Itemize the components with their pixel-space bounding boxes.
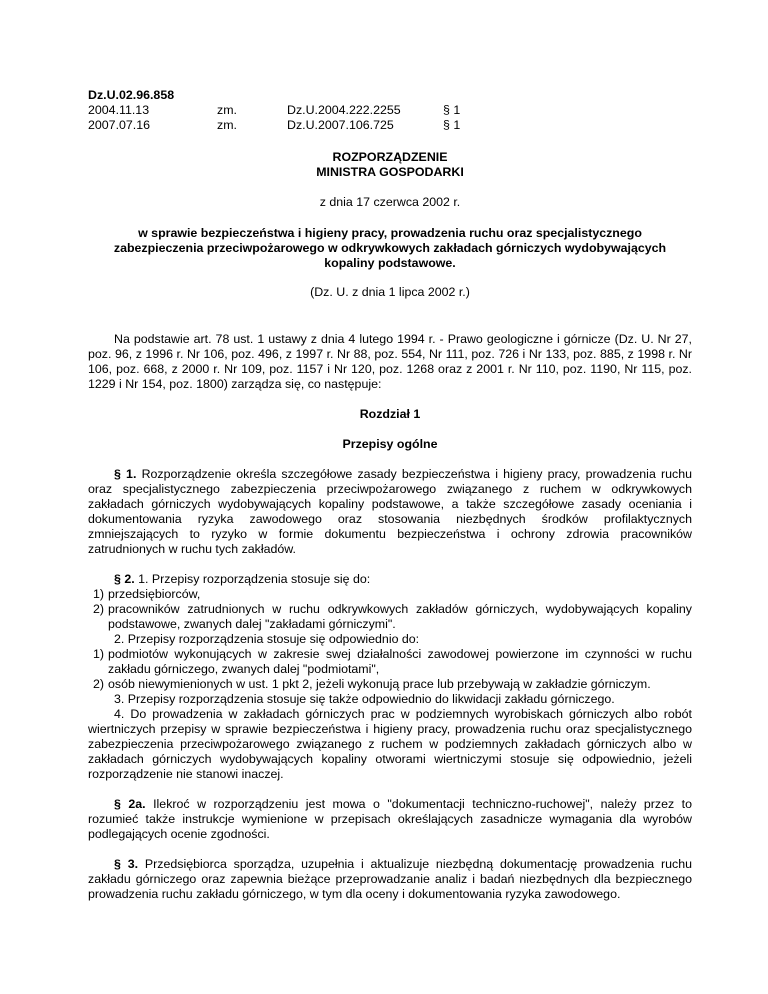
section-sign: § 2.	[114, 572, 135, 586]
amendment-date: 2007.07.16	[88, 118, 151, 132]
amendment-type: zm.	[217, 103, 237, 117]
section-paragraph: 3. Przepisy rozporządzenia stosuje się także odpowiednio do likwidacji zakładu górniczego.	[114, 692, 615, 706]
document-page	[88, 88, 692, 902]
amendment-section: § 1	[443, 103, 461, 117]
list-item: 1) podmiotów wykonujących w zakresie swej działalności zawodowej powierzone im czynności w ruchu zakładu górniczego, zwanych dalej "podmiotami",	[92, 647, 692, 676]
amendment-row	[88, 103, 692, 118]
section-text: Ilekroć w rozporządzeniu jest mowa o "dokumentacji techniczno-ruchowej", należy przez to rozumieć także instrukcje wymienione w przepisach określających zasadnicze wymagania dla wyrobów podlegających ocenie zgodności.	[88, 797, 692, 841]
section-paragraph: 1. Przepisy rozporządzenia stosuje się do:	[138, 572, 371, 586]
amendment-type: zm.	[217, 118, 237, 132]
list-item: 2) pracowników zatrudnionych w ruchu odkrywkowych zakładów górniczych, wydobywających kopaliny podstawowe, zwanych dalej "zakładami górniczymi".	[92, 602, 692, 631]
chapter-name: Przepisy ogólne	[342, 437, 438, 451]
list-item: 1) przedsiębiorców,	[92, 587, 201, 601]
section-2-list-2	[88, 647, 692, 692]
section-paragraph: 2. Przepisy rozporządzenia stosuje się odpowiednio do:	[114, 632, 420, 646]
section-sign: § 3.	[114, 857, 139, 871]
issue-date: z dnia 17 czerwca 2002 r.	[319, 195, 461, 209]
title-line-2: MINISTRA GOSPODARKI	[316, 165, 464, 179]
section-2-list-1	[88, 587, 692, 632]
section-paragraph: 4. Do prowadzenia w zakładach górniczych prac w podziemnych wyrobiskach górniczych albo robót wiertniczych przepisy w sprawie bezpieczeństwa i higieny pracy, prowadzenia ruchu oraz specjalistycznego zabezpieczenia przeciwpożarowego związanego z ruchem w podziemnych zakładach górniczych albo w zakładach górniczych wydobywających kopaliny otworami wiertniczymi stosuje się odpowiednio, jeżeli rozporządzenie nie stanowi inaczej.	[88, 707, 692, 781]
amendment-header	[88, 88, 692, 133]
publication-info: (Dz. U. z dnia 1 lipca 2002 r.)	[310, 285, 470, 299]
amendment-row	[88, 118, 692, 133]
amendment-date: 2004.11.13	[88, 103, 150, 117]
section-2	[88, 572, 692, 587]
section-text: Rozporządzenie określa szczegółowe zasady bezpieczeństwa i higieny pracy, prowadzenia ruchu oraz specjalistycznego zabezpieczenia przeciwpożarowego związanego z ruchem w odkrywkowych zakładach górniczych wydobywających kopaliny podstawowe, a także szczegółowe zasady oceniania i dokumentowania ryzyka zawodowego oraz stosowania niezbędnych środków profilaktycznych zmniejszających to ryzyko w formie dokumentu bezpieczeństwa i ochrony zdrowia pracowników zatrudnionych w ruchu tych zakładów.	[88, 467, 692, 556]
list-item: 2) osób niewymienionych w ust. 1 pkt 2, jeżeli wykonują prace lub przebywają w zakładzie górniczym.	[92, 677, 651, 691]
amendment-section: § 1	[443, 118, 461, 132]
act-id: Dz.U.02.96.858	[88, 88, 175, 102]
title-line-1: ROZPORZĄDZENIE	[332, 150, 448, 164]
section-sign: § 1.	[114, 467, 137, 481]
amendment-ref: Dz.U.2007.106.725	[287, 118, 394, 132]
section-2a	[88, 797, 692, 842]
section-sign: § 2a.	[114, 797, 146, 811]
section-3	[88, 857, 692, 902]
document-title	[88, 150, 692, 180]
preamble: Na podstawie art. 78 ust. 1 ustawy z dnia 4 lutego 1994 r. - Prawo geologiczne i górnicze (Dz. U. Nr 27, poz. 96, z 1996 r. Nr 106, poz. 496, z 1997 r. Nr 88, poz. 554, Nr 111, poz. 726 i Nr 133, poz. 885, z 1998 r. Nr 106, poz. 668, z 2000 r. Nr 109, poz. 1157 i Nr 120, poz. 1268 oraz z 2001 r. Nr 110, poz. 1190, Nr 115, poz. 1229 i Nr 154, poz. 1800) zarządza się, co następuje:	[88, 332, 692, 391]
section-1	[88, 467, 692, 557]
chapter-number: Rozdział 1	[359, 407, 421, 421]
amendment-ref: Dz.U.2004.222.2255	[287, 103, 401, 117]
section-text: Przedsiębiorca sporządza, uzupełnia i aktualizuje niezbędną dokumentację prowadzenia ruchu zakładu górniczego oraz zapewnia bieżące przeprowadzanie analiz i badań niezbędnych dla bezpiecznego prowadzenia ruchu zakładu górniczego, w tym dla oceny i dokumentowania ryzyka zawodowego.	[88, 857, 692, 901]
document-subject: w sprawie bezpieczeństwa i higieny pracy, prowadzenia ruchu oraz specjalistycznego zabezpieczenia przeciwpożarowego w odkrywkowych zakładach górniczych wydobywających kopaliny podstawowe.	[113, 226, 667, 270]
